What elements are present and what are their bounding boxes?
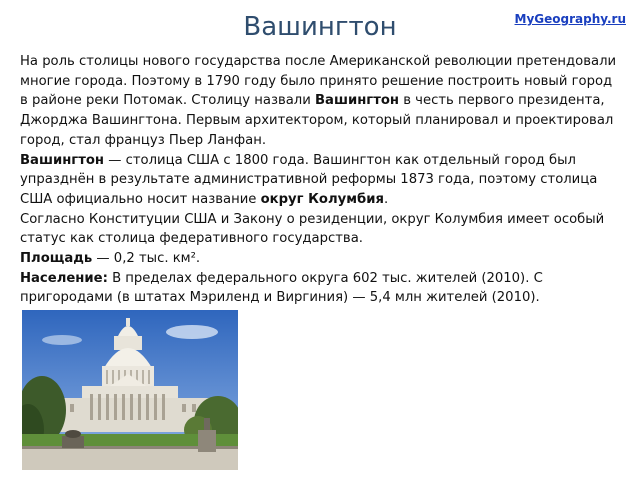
text-run: .	[383, 191, 389, 207]
text-body	[20, 52, 620, 308]
bold-label-population: Население:	[20, 270, 108, 286]
paragraph-capital-status	[20, 151, 620, 210]
text-run: В пределах федерального округа 602 тыс. жителей (2010). С пригородами (в штатах Мэриленд и Виргиния) — 5,4 млн жителей (2010).	[20, 270, 543, 306]
slide-title: Вашингтон	[243, 12, 397, 42]
text-run: — 0,2 тыс. км².	[92, 251, 201, 267]
text-run: Согласно Конституции США и Закону о резиденции, округ Колумбия имеет особый статус как столица федеративного государства.	[20, 211, 605, 247]
paragraph-history	[20, 52, 620, 151]
bold-label-area: Площадь	[20, 251, 93, 267]
bold-term-washington: Вашингтон	[315, 93, 400, 109]
text-run: На роль столицы нового государства после Американской революции претендовали многие города. Поэтому в 1790 году было принято решение построить новый город в районе реки Потомак. Столицу назвали	[20, 54, 617, 109]
capitol-illustration	[22, 310, 238, 470]
paragraph-area	[20, 249, 620, 269]
paragraph-constitution	[20, 210, 620, 249]
bold-term-columbia: округ Колумбия	[260, 191, 384, 207]
capitol-photo	[22, 310, 238, 470]
site-link[interactable]: MyGeography.ru	[514, 12, 626, 26]
text-run: в честь первого президента, Джорджа Вашингтона. Первым архитектором, который планировал и проектировал город, стал француз Пьер Ланфан.	[20, 93, 614, 148]
text-run: — столица США с 1800 года. Вашингтон как отдельный город был упразднён в результате административной реформы 1873 года, поэтому столица США официально носит название	[20, 152, 598, 207]
bold-term-washington: Вашингтон	[20, 152, 105, 168]
paragraph-population	[20, 269, 620, 308]
